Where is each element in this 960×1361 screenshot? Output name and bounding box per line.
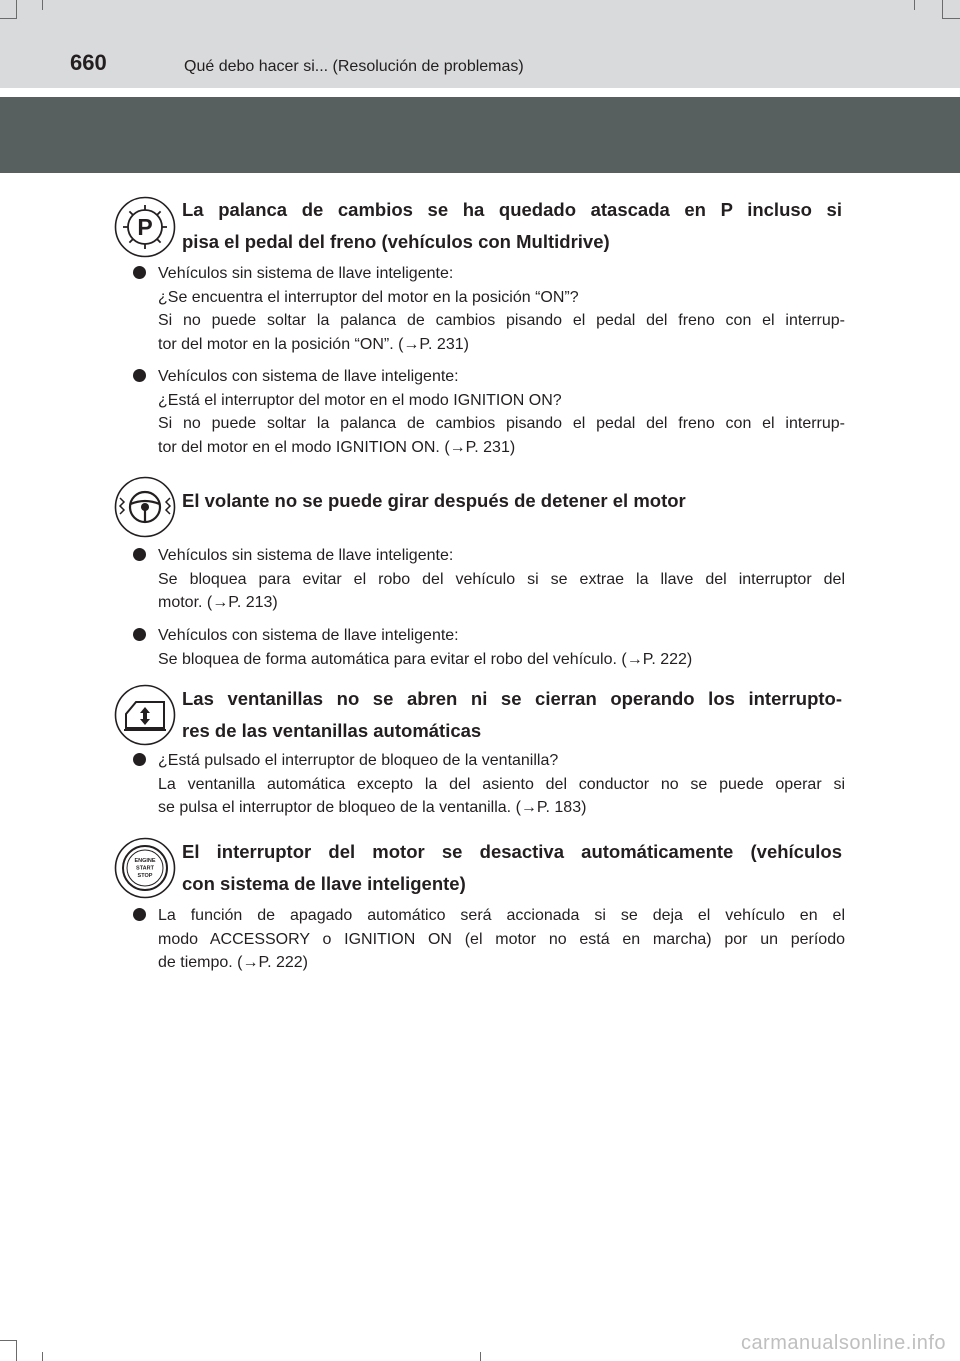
bullet-line: ¿Se encuentra el interruptor del motor en la posición “ON”? <box>158 288 579 306</box>
title-line: res de las ventanillas automáticas <box>182 720 482 741</box>
bullet-line: La ventanilla automática excepto la del asiento del conductor no se puede operar si <box>158 775 845 793</box>
crop-mark <box>0 1340 17 1341</box>
page-number: 660 <box>70 50 107 75</box>
power-window-icon <box>114 684 176 746</box>
section-banner <box>0 97 960 173</box>
title-line: El volante no se puede girar después de detener el motor <box>182 490 686 511</box>
svg-text:P: P <box>137 214 153 240</box>
crop-mark <box>42 1352 43 1361</box>
watermark: carmanualsonline.info <box>740 1332 946 1354</box>
section-4-title <box>182 836 842 900</box>
title-line: Las ventanillas no se abren ni se cierran operando los interrupto- <box>182 688 842 709</box>
icon-text: START <box>136 865 154 872</box>
running-title: Qué debo hacer si... (Resolución de problemas) <box>184 58 524 75</box>
bullet-line: Si no puede soltar la palanca de cambios pisando el pedal del freno con el interrup- <box>158 312 845 329</box>
bullet-line: ¿Está pulsado el interruptor de bloqueo de la ventanilla? <box>158 752 559 769</box>
crop-mark <box>942 18 960 19</box>
bullet-icon <box>133 369 146 382</box>
bullet-line: Vehículos sin sistema de llave inteligente: <box>158 547 454 564</box>
section-1-title <box>182 194 842 258</box>
bullet-line: Se bloquea de forma automática para evitar el robo del vehículo. (→P. 222) <box>158 650 693 668</box>
bullet-line: Vehículos con sistema de llave inteligente: <box>158 627 459 644</box>
crop-mark <box>0 18 17 19</box>
title-line: con sistema de llave inteligente) <box>182 873 466 894</box>
steering-lock-icon <box>114 476 176 538</box>
bullet-icon <box>133 548 146 561</box>
crop-mark <box>16 0 17 18</box>
icon-text: STOP <box>137 873 153 879</box>
icon-text: ENGINE <box>134 858 156 864</box>
section-2-title <box>182 485 842 517</box>
bullet-line: motor. (→P. 213) <box>158 594 278 611</box>
bullet-line: ¿Está el interruptor del motor en el modo IGNITION ON? <box>158 391 562 409</box>
bullet-line: Si no puede soltar la palanca de cambios pisando el pedal del freno con el interrup- <box>158 415 845 432</box>
bullet-line: se pulsa el interruptor de bloqueo de la ventanilla. (→P. 183) <box>158 799 587 816</box>
bullet-line: de tiempo. (→P. 222) <box>158 954 309 971</box>
bullet-icon <box>133 753 146 766</box>
bullet-line: Vehículos sin sistema de llave inteligente: <box>158 265 454 282</box>
park-gear-icon <box>114 196 176 258</box>
bullet-icon <box>133 266 146 279</box>
bullet-line: tor del motor en el modo IGNITION ON. (→P. 231) <box>158 438 516 456</box>
title-line: pisa el pedal del freno (vehículos con Multidrive) <box>182 231 610 252</box>
crop-mark <box>914 0 915 10</box>
title-line: La palanca de cambios se ha quedado atascada en P incluso si <box>182 199 842 220</box>
crop-mark <box>942 0 943 18</box>
crop-mark <box>16 1340 17 1361</box>
bullet-line: tor del motor en la posición “ON”. (→P. 231) <box>158 335 469 353</box>
bullet-icon <box>133 628 146 641</box>
bullet-line: La función de apagado automático será accionada si se deja el vehículo en el <box>158 907 845 924</box>
crop-mark <box>480 1352 481 1361</box>
title-line: El interruptor del motor se desactiva automáticamente (vehículos <box>182 841 842 862</box>
crop-mark <box>42 0 43 10</box>
bullet-line: Vehículos con sistema de llave inteligente: <box>158 368 459 385</box>
bullet-line: modo ACCESSORY o IGNITION ON (el motor no está en marcha) por un período <box>158 930 845 948</box>
bullet-icon <box>133 908 146 921</box>
engine-start-stop-icon <box>114 837 176 899</box>
bullet-line: Se bloquea para evitar el robo del vehículo si se extrae la llave del interruptor del <box>158 570 845 588</box>
section-3-title <box>182 683 842 747</box>
